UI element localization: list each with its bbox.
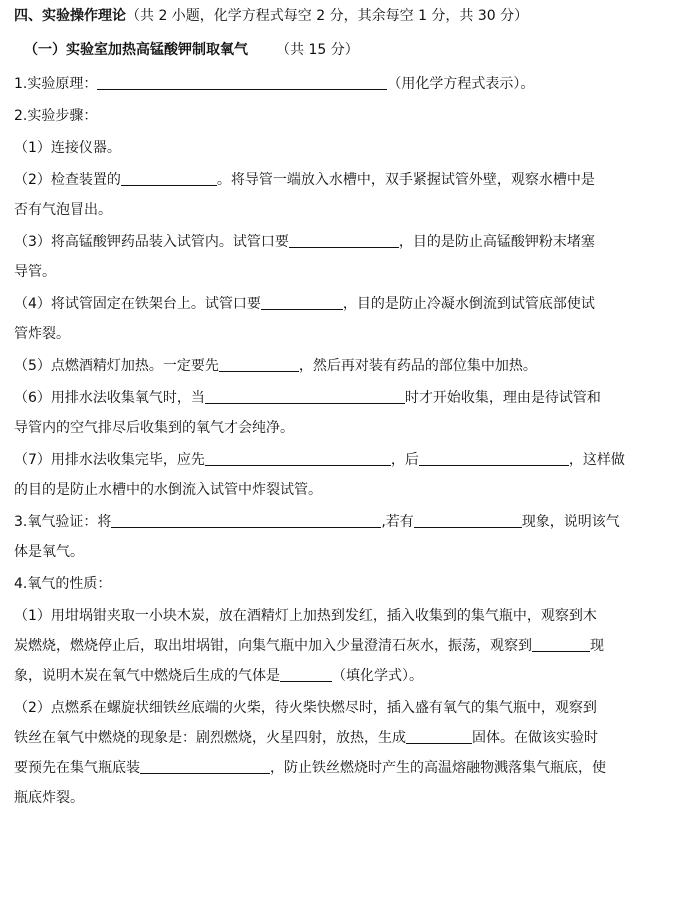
step3-line2: 导管。 [14, 264, 56, 280]
step5-blank[interactable] [219, 356, 299, 372]
step6-line2: 导管内的空气排尽后收集到的氧气才会纯净。 [14, 420, 294, 436]
q4-p1-text-e: （填化学式）。 [332, 668, 423, 684]
step2-text-b: 。将导管一端放入水槽中，双手紧握试管外壁，观察水槽中是 [216, 172, 595, 188]
step6-line1 [14, 388, 670, 408]
step1: （1）连接仪器。 [14, 140, 121, 156]
step7-text-c: ，这样做 [568, 452, 625, 468]
step2-blank[interactable] [121, 170, 217, 186]
step4-line1 [14, 294, 670, 314]
step3-blank[interactable] [289, 232, 399, 248]
step5-text-a: （5）点燃酒精灯加热。一定要先 [14, 358, 219, 374]
part-heading [14, 40, 670, 60]
step5-text-b: ，然后再对装有药品的部位集中加热。 [298, 358, 537, 374]
section-title-bold: 四、实验操作理论 [14, 8, 126, 24]
q4-p1-blank-formula[interactable] [280, 666, 332, 682]
section-title [14, 6, 670, 26]
step7-text-a: （7）用排水法收集完毕，应先 [14, 452, 205, 468]
step4-text-a: （4）将试管固定在铁架台上。试管口要 [14, 296, 261, 312]
q3-line1 [14, 512, 670, 532]
step6-text-a: （6）用排水法收集氧气时，当 [14, 390, 205, 406]
q4-p2-line2 [14, 728, 670, 748]
section-title-rest: （共 2 小题，化学方程式每空 2 分，其余每空 1 分，共 30 分） [126, 8, 529, 24]
q4-p2-line3 [14, 758, 670, 778]
q4-p1-line3 [14, 666, 670, 686]
q4-p1-line2 [14, 636, 670, 656]
q4-p2-blank-solid[interactable] [406, 728, 472, 744]
q4-p2-text-c: 固体。在做该实验时 [472, 730, 598, 746]
q1-suffix: （用化学方程式表示）。 [387, 76, 535, 92]
q4-label: 4.氧气的性质： [14, 576, 112, 592]
q3-line2: 体是氧气。 [14, 544, 84, 560]
step6-text-b: 时才开始收集，理由是待试管和 [404, 390, 601, 406]
q1-line [14, 74, 670, 94]
step3-text-b: ，目的是防止高锰酸钾粉末堵塞 [398, 234, 595, 250]
q4-p1-text-d: 象，说明木炭在氧气中燃烧后生成的气体是 [14, 668, 280, 684]
q4-p2-line4: 瓶底炸裂。 [14, 790, 84, 806]
step5 [14, 356, 670, 376]
step7-blank-first[interactable] [205, 450, 391, 466]
step7-line1 [14, 450, 670, 470]
step2-line2: 否有气泡冒出。 [14, 202, 112, 218]
q3-blank-method[interactable] [111, 512, 381, 528]
step3-line1 [14, 232, 670, 252]
part-score: （共 15 分） [276, 42, 359, 58]
step2-line1 [14, 170, 670, 190]
step4-line2: 管炸裂。 [14, 326, 70, 342]
step7-blank-second[interactable] [419, 450, 569, 466]
q4-p2-text-b: 铁丝在氧气中燃烧的现象是：剧烈燃烧，火星四射，放热，生成 [14, 730, 406, 746]
q4-p2-blank-bottom[interactable] [140, 758, 270, 774]
q4-p1-blank-phenomenon[interactable] [532, 636, 590, 652]
q1-prefix: 1.实验原理： [14, 76, 98, 92]
step6-blank[interactable] [205, 388, 405, 404]
q4-p1-text-c: 现 [590, 638, 604, 654]
step7-text-b: ，后 [390, 452, 419, 468]
q4-p2-text-e: ，防止铁丝燃烧时产生的高温熔融物溅落集气瓶底，使 [270, 760, 606, 776]
q3-blank-phenomenon[interactable] [414, 512, 522, 528]
part-heading-text: （一）实验室加热高锰酸钾制取氧气 [24, 42, 248, 58]
q3-text-c: 现象，说明该气 [521, 514, 620, 530]
q4-p1-line1: （1）用坩埚钳夹取一小块木炭，放在酒精灯上加热到发红，插入收集到的集气瓶中，观察到木 [14, 608, 597, 624]
q4-p2-line1: （2）点燃系在螺旋状细铁丝底端的火柴，待火柴快燃尽时，插入盛有氧气的集气瓶中，观察到 [14, 700, 597, 716]
q3-text-b: ,若有 [381, 514, 414, 530]
step4-text-b: ，目的是防止冷凝水倒流到试管底部使试 [342, 296, 595, 312]
q3-text-a: 3.氧气验证：将 [14, 514, 112, 530]
q4-p2-text-d: 要预先在集气瓶底装 [14, 760, 140, 776]
q1-answer-blank[interactable] [97, 74, 387, 90]
step7-line2: 的目的是防止水槽中的水倒流入试管中炸裂试管。 [14, 482, 322, 498]
q4-p1-text-b: 炭燃烧，燃烧停止后，取出坩埚钳，向集气瓶中加入少量澄清石灰水，振荡，观察到 [14, 638, 532, 654]
step4-blank[interactable] [261, 294, 343, 310]
q2-label: 2.实验步骤： [14, 108, 98, 124]
step3-text-a: （3）将高锰酸钾药品装入试管内。试管口要 [14, 234, 289, 250]
step2-text-a: （2）检查装置的 [14, 172, 121, 188]
